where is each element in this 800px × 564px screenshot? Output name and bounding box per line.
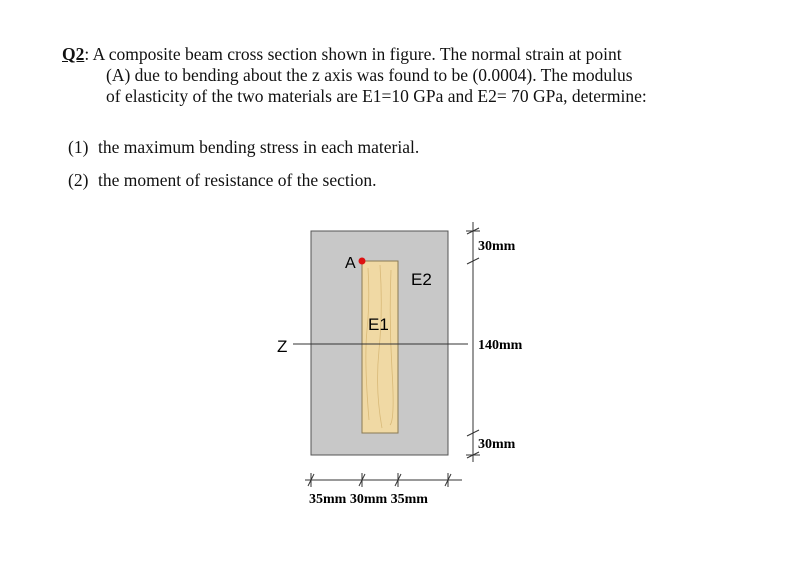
part-1-number: (1) bbox=[68, 137, 89, 157]
point-a-marker bbox=[359, 258, 366, 265]
dimension-bottom: 30mm bbox=[478, 437, 516, 452]
question-number: Q2 bbox=[62, 44, 85, 64]
material-label-e1: E1 bbox=[368, 315, 389, 334]
horizontal-dimension bbox=[305, 473, 462, 487]
dimension-middle: 140mm bbox=[478, 338, 523, 353]
axis-label-z: Z bbox=[277, 337, 288, 356]
question-line-2: (A) due to bending about the z axis was found to be (0.0004). The modulus bbox=[106, 65, 633, 85]
dimension-widths: 35mm 30mm 35mm bbox=[309, 492, 428, 507]
dimension-top: 30mm bbox=[478, 239, 516, 254]
inner-section-e1 bbox=[362, 261, 398, 433]
question-line-1: Q2: A composite beam cross section shown in figure. The normal strain at point bbox=[62, 44, 622, 64]
question-line-3: of elasticity of the two materials are E1=10 GPa and E2= 70 GPa, determine: bbox=[106, 86, 647, 106]
part-2-number: (2) bbox=[68, 170, 89, 190]
material-label-e2: E2 bbox=[411, 270, 432, 289]
part-2-text: the moment of resistance of the section. bbox=[98, 170, 377, 190]
point-a-label: A bbox=[345, 255, 356, 272]
part-1-text: the maximum bending stress in each material. bbox=[98, 137, 420, 157]
